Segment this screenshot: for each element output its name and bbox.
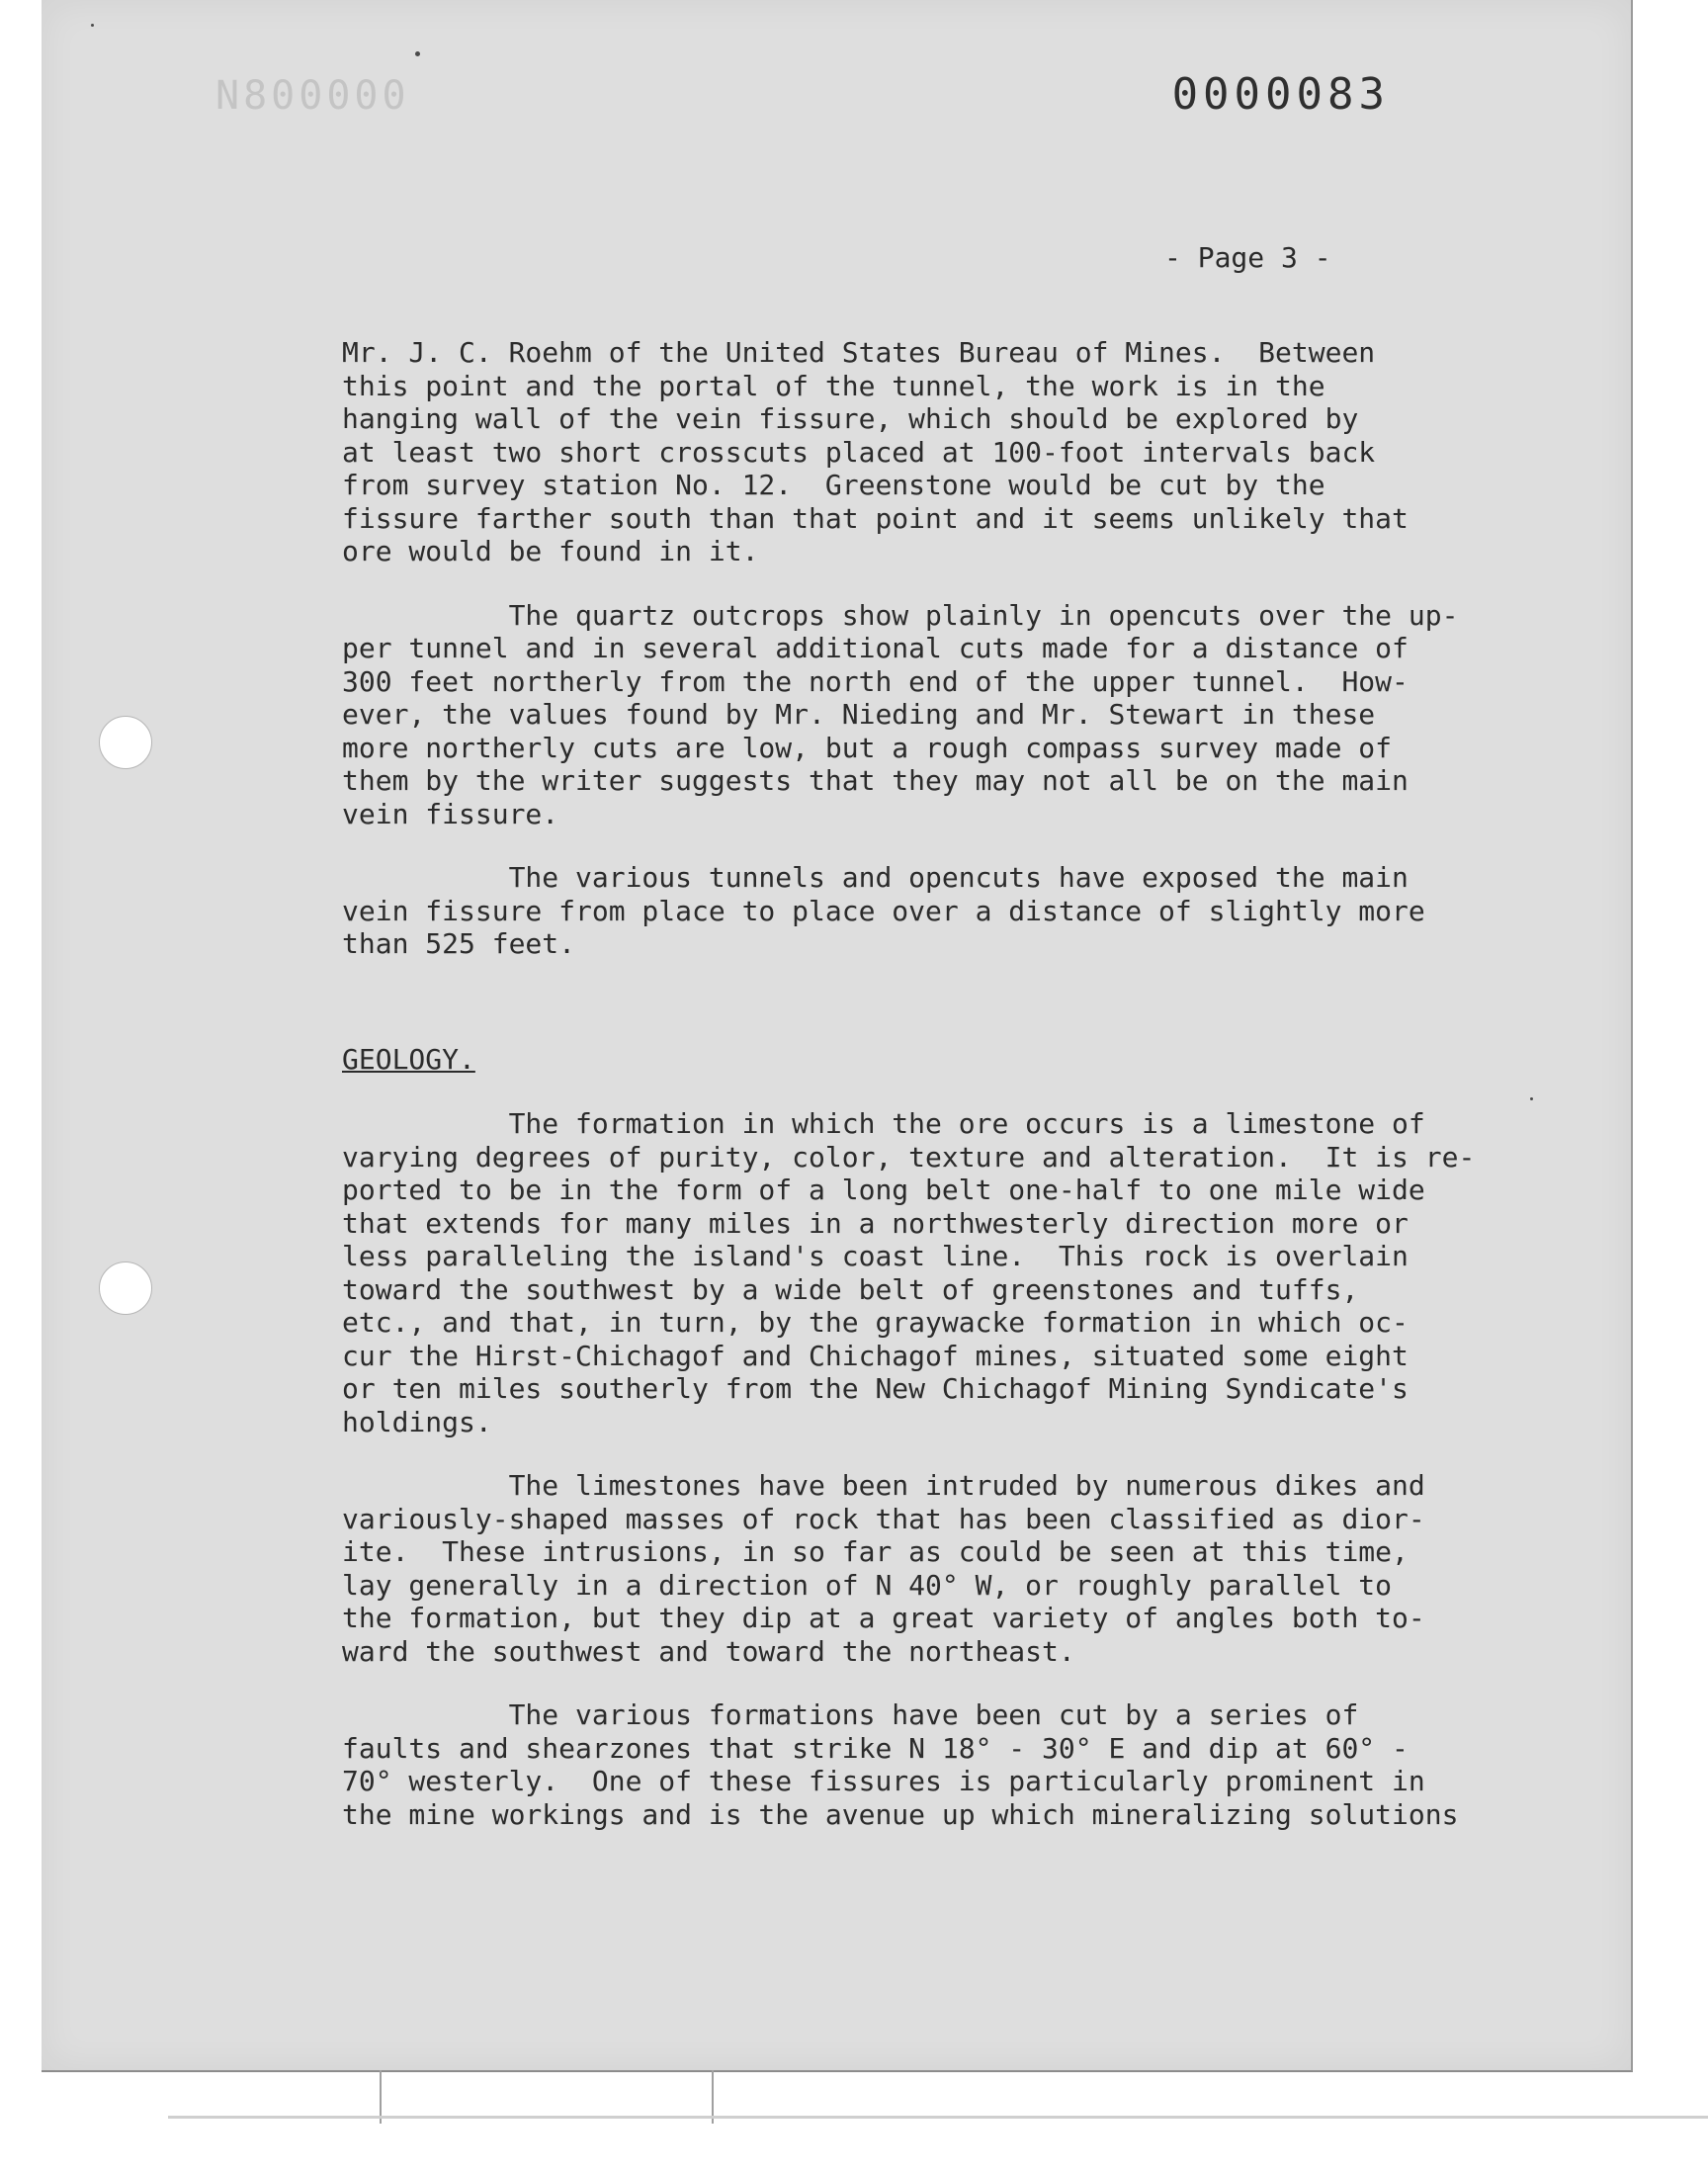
ghost-stamp-number: N800000 <box>215 73 410 119</box>
punch-hole <box>99 716 152 769</box>
document-number: 0000083 <box>1171 69 1390 120</box>
page-number: - Page 3 - <box>1164 241 1331 274</box>
paragraph: The formation in which the ore occurs is a limestone of varying degrees of purity, color, texture and alteration. It is re- ported to be in the form of a long belt one-half to one mile wide that extends for many miles in a northwesterly direction more or less paralleling the island's coast line. This rock is overlain toward the southwest by a wide belt of greenstones and tuffs, etc., and that, in turn, by the graywacke formation in which oc- cur the Hirst-Chichagof and Chichagof mines, situated some eight or ten miles southerly from the New Chichagof Mining Syndicate's holdings. <box>342 1107 1476 1438</box>
paragraph: The various formations have been cut by a series of faults and shearzones that strike N 18° - 30° E and dip at 60° - 70° westerly. One of these fissures is particularly prominent in the mine workings and is the avenue up which mineralizing solutions <box>342 1698 1459 1831</box>
paragraph: The various tunnels and opencuts have exposed the main vein fissure from place to place over a distance of slightly more than 525 feet. <box>342 861 1425 960</box>
punch-hole <box>99 1262 152 1315</box>
paragraph: The quartz outcrops show plainly in opencuts over the up- per tunnel and in several additional cuts made for a distance of 300 feet northerly from the north end of the upper tunnel. How- ever, the values found by Mr. Nieding and Mr. Stewart in these more northerly cuts are low, but a rough compass survey made of them by the writer suggests that they may not all be on the main vein fissure. <box>342 598 1459 830</box>
scan-bottom-strip <box>168 2116 1708 2119</box>
document-body <box>342 336 1479 1862</box>
paragraph: The limestones have been intruded by numerous dikes and variously-shaped masses of rock that has been classified as dior- ite. These intrusions, in so far as could be seen at this time, lay generally in a direction of N 40° W, or roughly parallel to the formation, but they dip at a great variety of angles both to- ward the southwest and toward the northeast. <box>342 1469 1425 1668</box>
section-heading: GEOLOGY. <box>342 1042 475 1076</box>
scan-speck <box>91 24 94 27</box>
scan-speck <box>415 51 420 56</box>
paragraph: Mr. J. C. Roehm of the United States Bureau of Mines. Between this point and the portal of the tunnel, the work is in the hanging wall of the vein fissure, which should be explored by at least two short crosscuts placed at 100-foot intervals back from survey station No. 12. Greenstone would be cut by the fissure farther south than that point and it seems unlikely that ore would be found in it. <box>342 336 1409 567</box>
scan-speck <box>1530 1097 1533 1100</box>
